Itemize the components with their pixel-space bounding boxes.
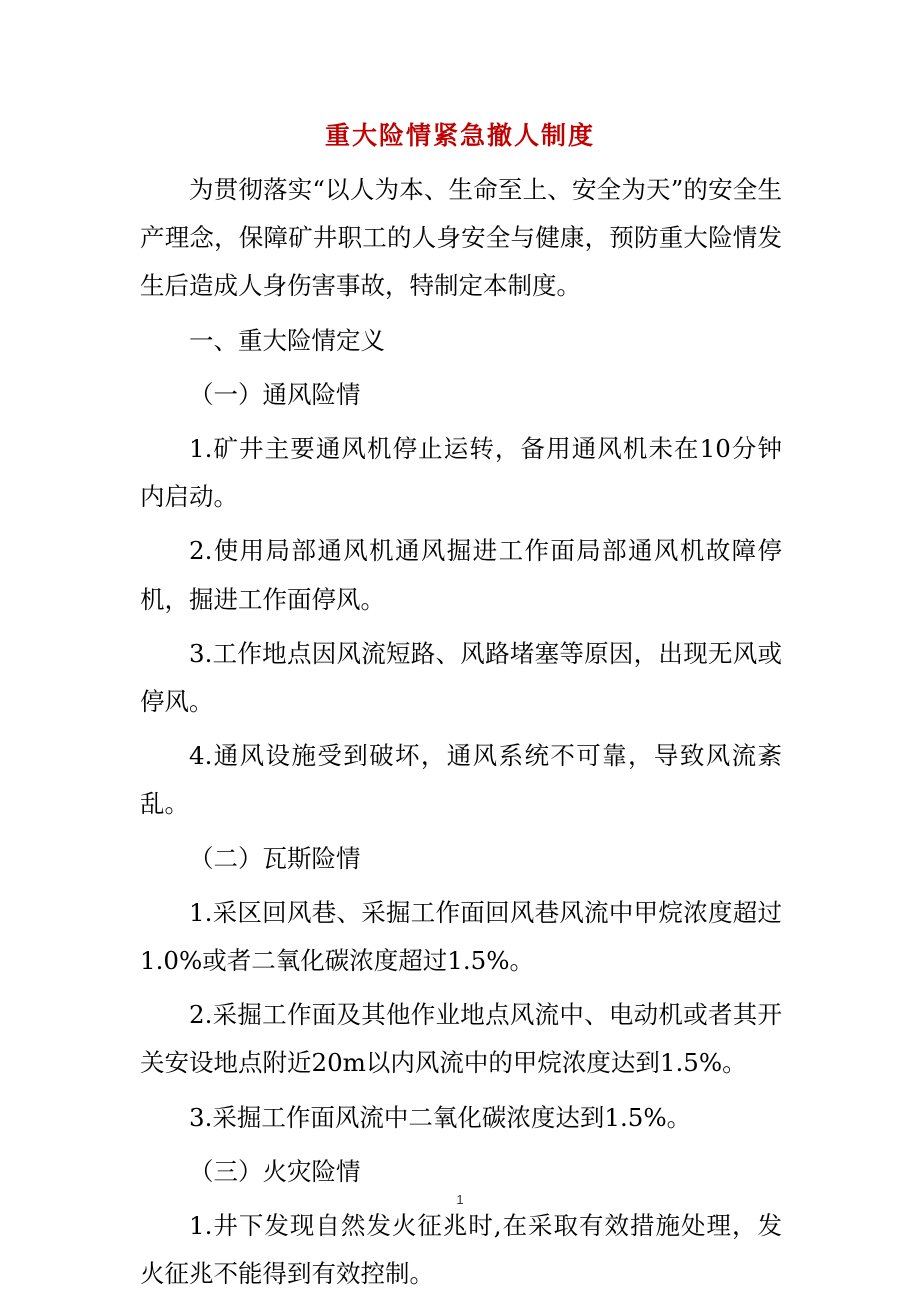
page-number: 1 (456, 1192, 464, 1207)
list-item: 1.井下发现自然发火征兆时,在采取有效措施处理，发火征兆不能得到有效控制。 (140, 1211, 782, 1289)
subsection-heading: （二）瓦斯险情 (189, 843, 361, 873)
document-body (140, 166, 782, 1298)
document-title: 重大险情紧急撤人制度 (324, 121, 595, 150)
list-item: 4.通风设施受到破坏，通风系统不可靠，导致风流紊乱。 (140, 741, 782, 819)
section-heading: 一、重大险情定义 (189, 325, 385, 355)
list-item: 2.采掘工作面及其他作业地点风流中、电动机或者其开关安设地点附近20m以内风流中的甲烷浓度达到1.5%。 (140, 1000, 782, 1078)
paragraph-intro: 为贯彻落实“以人为本、生命至上、安全为天”的安全生产理念，保障矿井职工的人身安全与健康，预防重大险情发生后造成人身伤害事故，特制定本制度。 (140, 175, 782, 301)
list-item: 2.使用局部通风机通风掘进工作面局部通风机故障停机，掘进工作面停风。 (140, 536, 782, 614)
list-item: 1.矿井主要通风机停止运转，备用通风机未在10分钟内启动。 (140, 434, 782, 512)
list-item: 3.工作地点因风流短路、风路堵塞等原因，出现无风或停风。 (140, 638, 782, 717)
list-item: 1.采区回风巷、采掘工作面回风巷风流中甲烷浓度超过1.0%或者二氧化碳浓度超过1.5%。 (140, 897, 782, 976)
subsection-heading: （一）通风险情 (189, 379, 361, 409)
subsection-heading: （三）火灾险情 (189, 1156, 361, 1186)
list-item: 3.采掘工作面风流中二氧化碳浓度达到1.5%。 (189, 1102, 692, 1132)
